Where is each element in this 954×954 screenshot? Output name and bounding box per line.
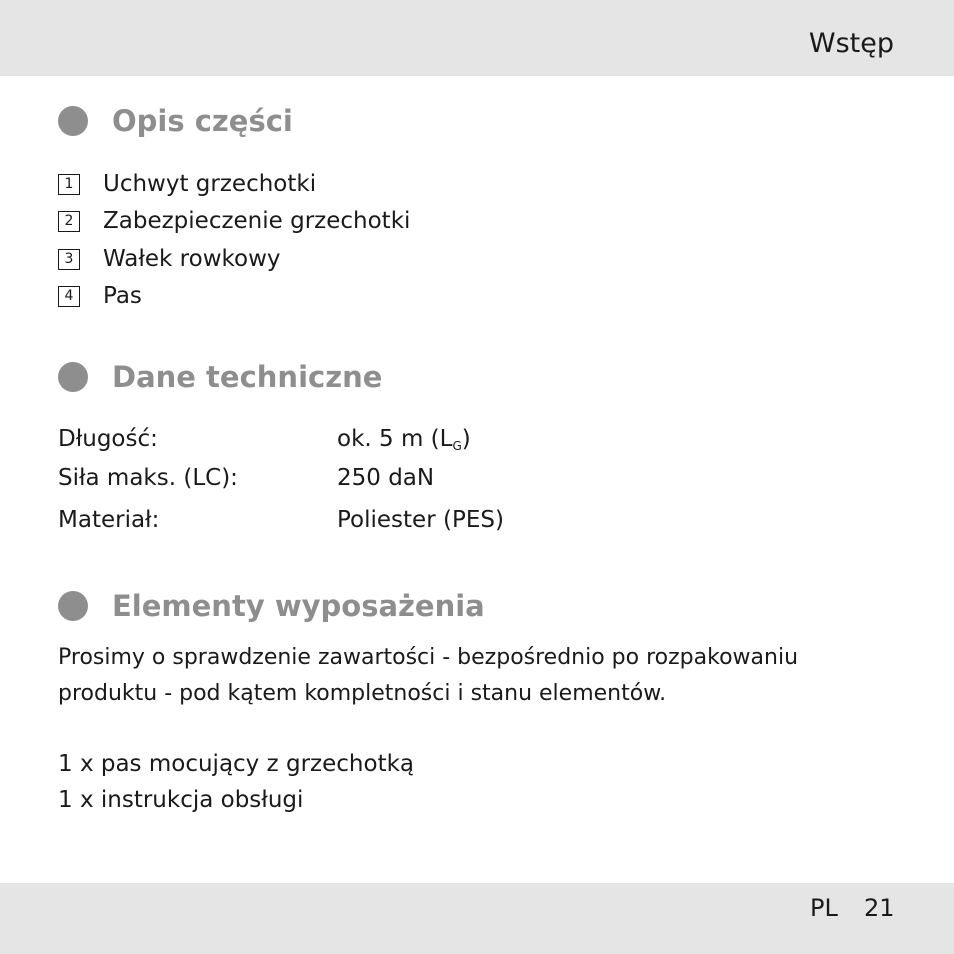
part-label: Uchwyt grzechotki: [103, 171, 317, 197]
contents-list-item: 1 x instrukcja obsługi: [58, 787, 304, 813]
part-number-box: 3: [58, 249, 80, 270]
part-item: [58, 206, 410, 236]
page-number: 21: [864, 894, 895, 922]
footer-language: PL: [810, 894, 838, 922]
spec-value: [337, 424, 471, 461]
contents-paragraph: Prosimy o sprawdzenie zawartości - bezpośrednio po rozpakowaniu produktu - pod kątem kompletności i stanu elementów.: [58, 645, 799, 706]
part-label: Wałek rowkowy: [103, 246, 281, 272]
tech-heading: [58, 357, 382, 397]
spec-label: Siła maks. (LC):: [58, 465, 238, 491]
part-item: [58, 244, 281, 274]
spec-value: 250 daN: [337, 465, 435, 491]
contents-list-item: 1 x pas mocujący z grzechotką: [58, 751, 414, 777]
spec-value-subscript: G: [452, 439, 462, 453]
contents-heading: [58, 586, 485, 626]
spec-label: Długość:: [58, 426, 158, 452]
part-number-box: 2: [58, 211, 80, 232]
bullet-dot-icon: [58, 591, 88, 621]
tech-heading-text: Dane techniczne: [112, 360, 383, 394]
part-label: Zabezpieczenie grzechotki: [103, 208, 411, 234]
part-number-box: 1: [58, 174, 80, 195]
part-label: Pas: [103, 283, 142, 309]
header-section-title: Wstęp: [808, 28, 894, 59]
part-number-box: 4: [58, 286, 80, 307]
parts-heading-text: Opis części: [112, 104, 293, 138]
spec-value: Poliester (PES): [337, 507, 504, 533]
bullet-dot-icon: [58, 106, 88, 136]
contents-heading-text: Elementy wyposażenia: [112, 589, 485, 623]
parts-heading: [58, 101, 293, 141]
spec-value-end: ): [461, 426, 471, 452]
bullet-dot-icon: [58, 362, 88, 392]
spec-label: Materiał:: [58, 507, 160, 533]
part-item: [58, 169, 316, 199]
part-item: [58, 281, 142, 311]
spec-value-main: ok. 5 m (L: [337, 426, 453, 452]
